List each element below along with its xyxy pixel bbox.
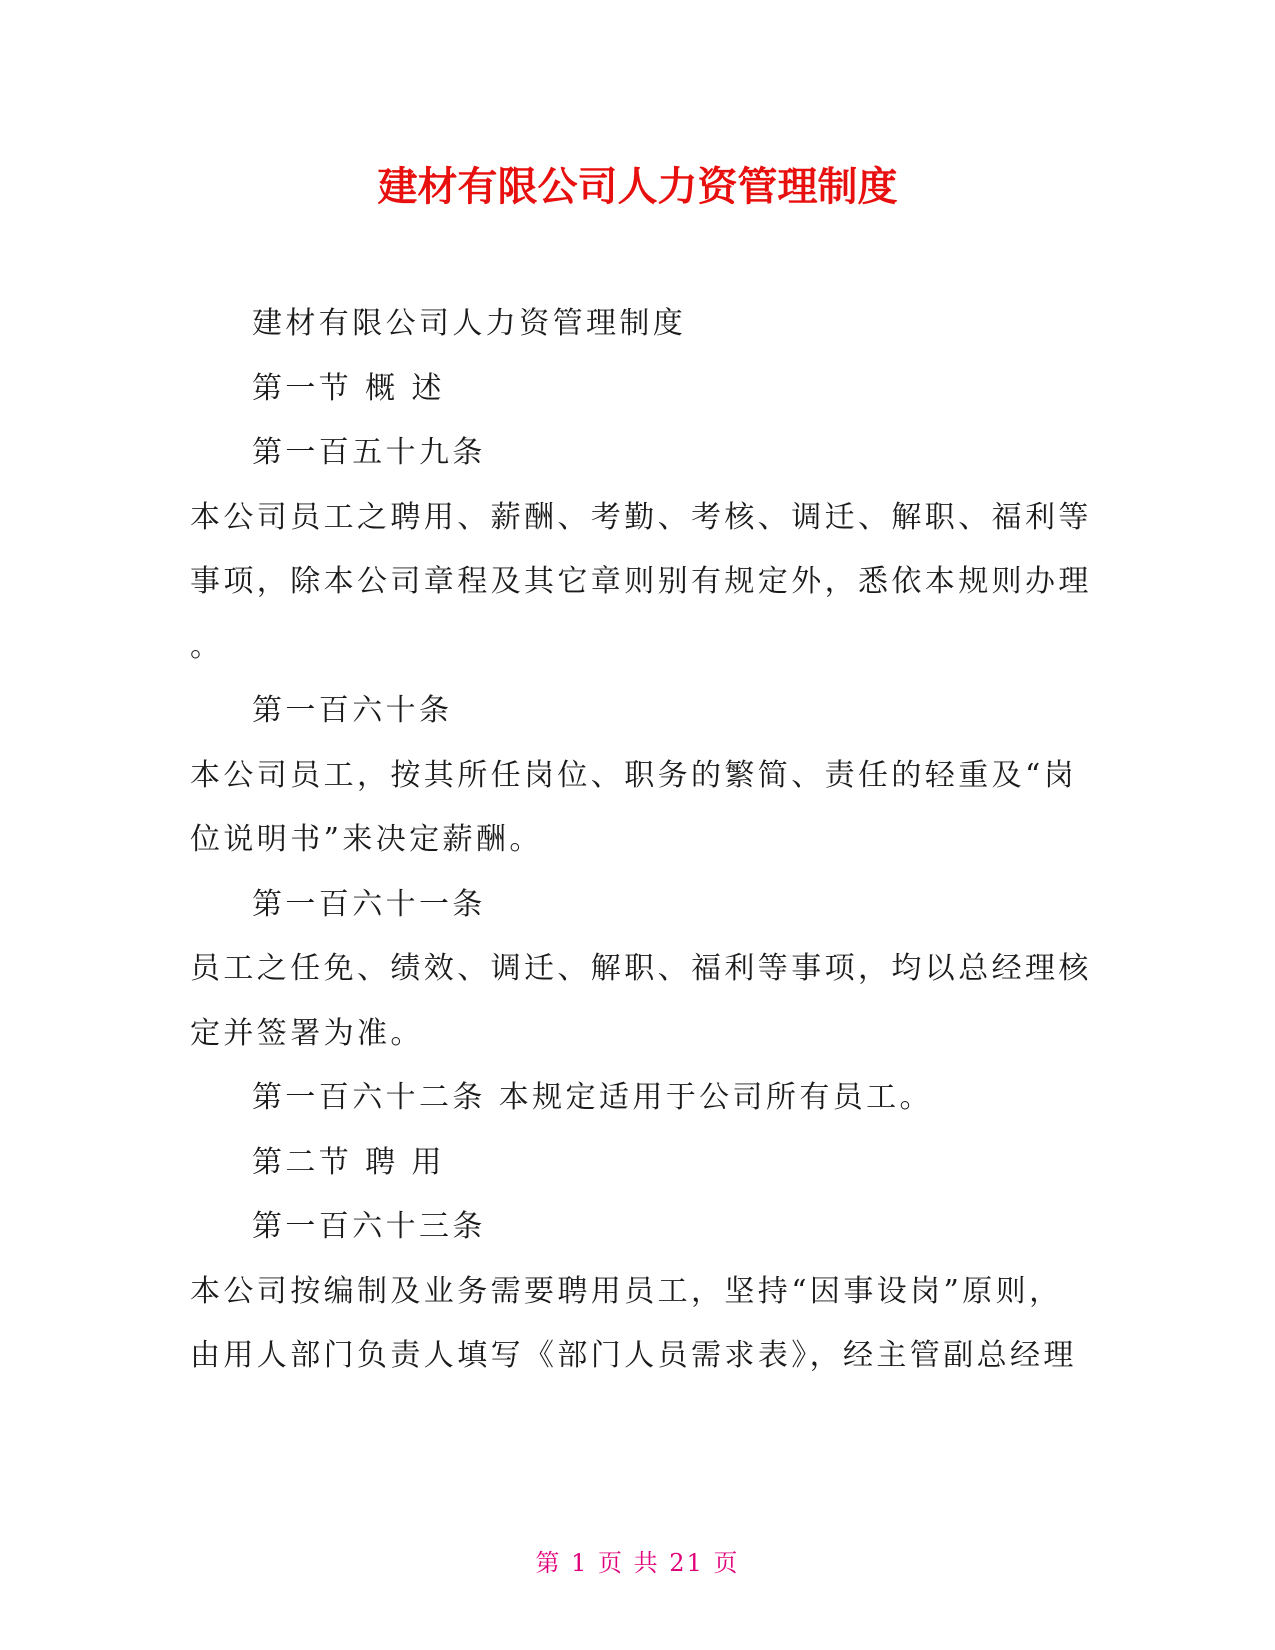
body-line: 本公司员工之聘用、薪酬、考勤、考核、调迁、解职、福利等 <box>190 499 1092 535</box>
body-line: 定并签署为准。 <box>190 1015 424 1051</box>
body-line: 第二节 聘 用 <box>252 1144 445 1180</box>
body-line: 第一百六十条 <box>252 693 453 728</box>
document-title: 建材有限公司人力资管理制度 <box>377 164 898 210</box>
body-line: 第一百六十二条 本规定适用于公司所有员工。 <box>252 1080 933 1115</box>
body-line: 本公司员工，按其所任岗位、职务的繁简、责任的轻重及“岗 <box>190 757 1078 793</box>
body-line: 第一百六十三条 <box>252 1209 486 1244</box>
page-footer: 第 1 页 共 21 页 <box>535 1549 740 1577</box>
body-line: 第一百六十一条 <box>252 886 486 922</box>
body-line: 。 <box>190 628 224 664</box>
body-line: 建材有限公司人力资管理制度 <box>252 306 687 341</box>
document-body <box>190 292 1090 1389</box>
body-line: 位说明书”来决定薪酬。 <box>190 822 543 857</box>
body-line: 由用人部门负责人填写《部门人员需求表》，经主管副总经理 <box>190 1338 1077 1373</box>
body-line: 第一节 概 述 <box>252 370 445 406</box>
body-line: 第一百五十九条 <box>252 435 486 470</box>
body-line: 事项，除本公司章程及其它章则别有规定外，悉依本规则办理 <box>190 564 1092 599</box>
body-line: 员工之任免、绩效、调迁、解职、福利等事项，均以总经理核 <box>190 951 1092 986</box>
body-line: 本公司按编制及业务需要聘用员工，坚持“因事设岗”原则， <box>190 1273 1063 1309</box>
